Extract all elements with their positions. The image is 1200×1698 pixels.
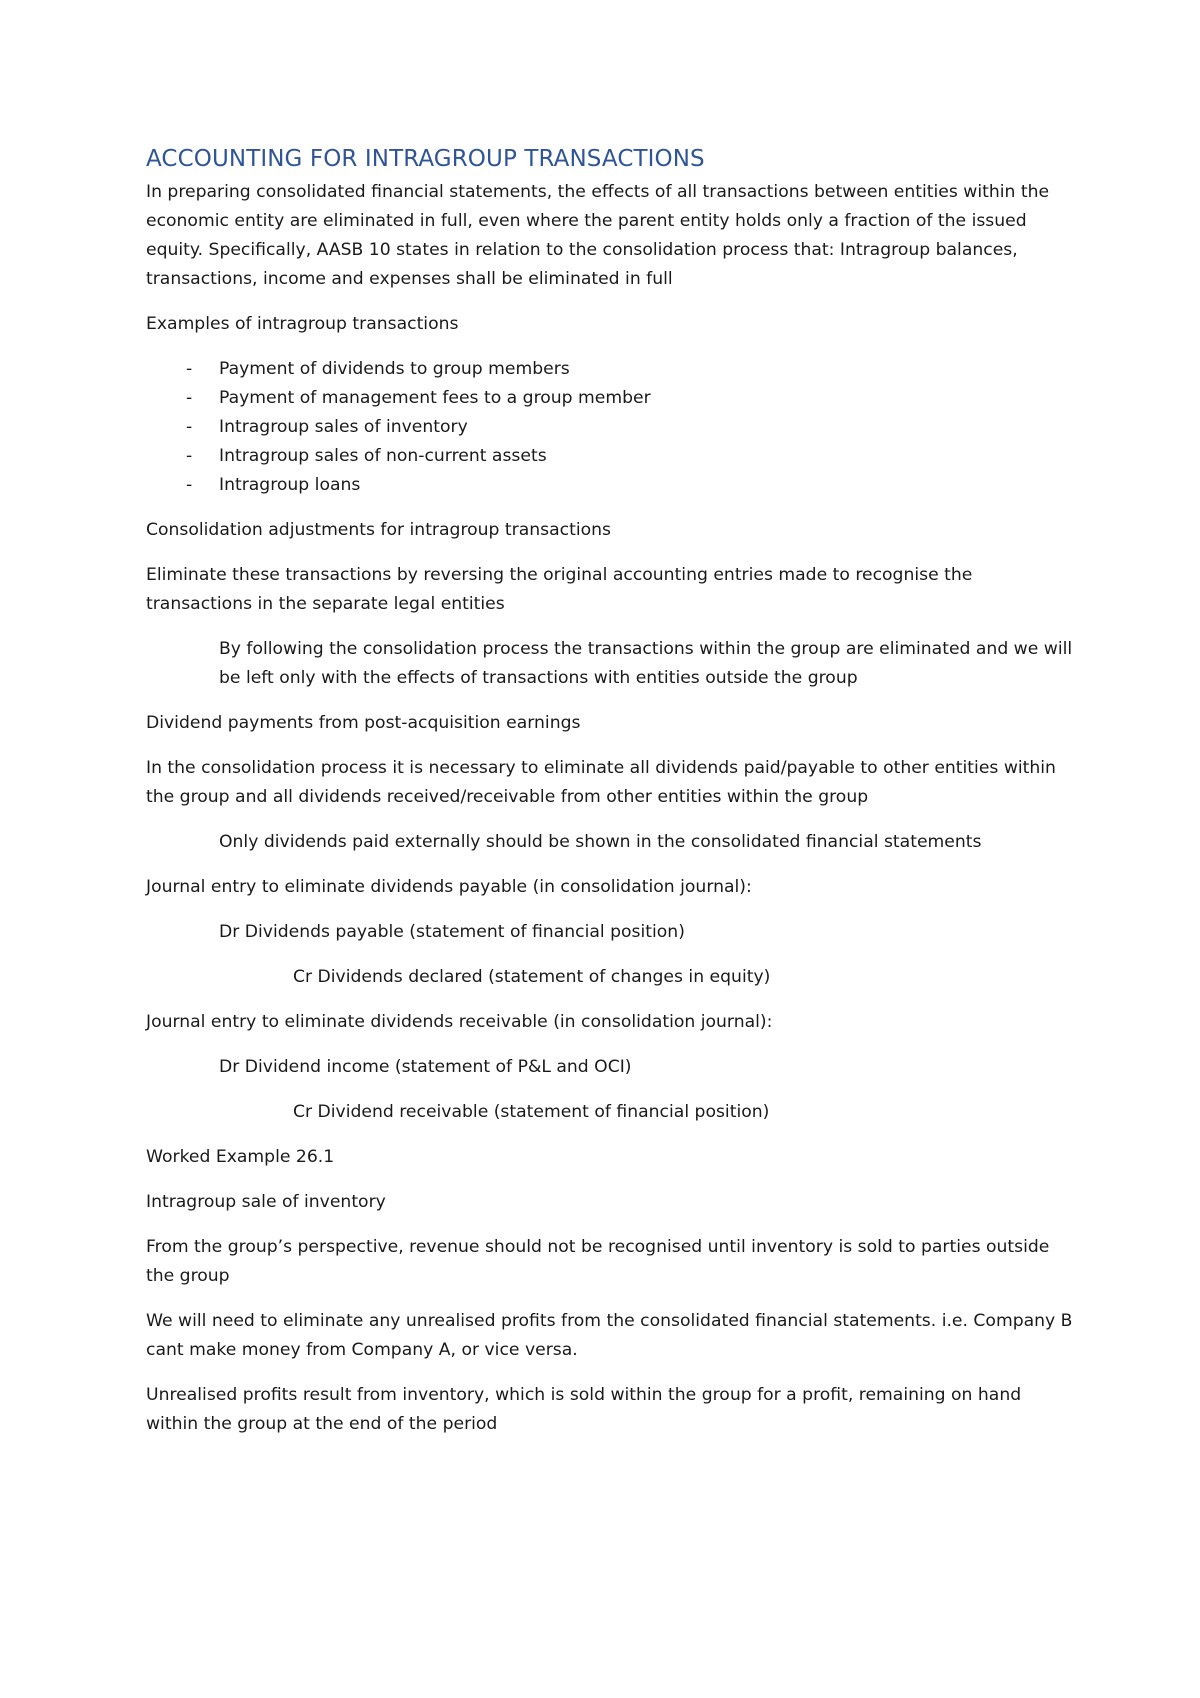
dividend-paragraph: In the consolidation process it is necessary to eliminate all dividends paid/payable to other entities within the group and all dividends received/receivable from other entities within the group — [146, 758, 1056, 807]
list-item: - Payment of management fees to a group member — [146, 384, 1076, 413]
examples-list — [146, 355, 1076, 500]
unrealised-need-paragraph: We will need to eliminate any unrealised profits from the consolidated financial statements. i.e. Company B cant make money from Company A, or vice versa. — [146, 1311, 1073, 1360]
list-item: - Payment of dividends to group members — [146, 355, 1076, 384]
journal1-heading: Journal entry to eliminate dividends payable (in consolidation journal): — [146, 877, 752, 897]
following-paragraph: By following the consolidation process the transactions within the group are eliminated and we will be left only with the effects of transactions with entities outside the group — [219, 639, 1073, 688]
inventory-heading: Intragroup sale of inventory — [146, 1192, 386, 1212]
intro-paragraph: In preparing consolidated financial statements, the effects of all transactions between entities within the economic entity are eliminated in full, even where the parent entity holds only a fraction of the issued equity. Specifically, AASB 10 states in relation to the consolidation process that: Intragroup balances, transactions, income and expenses shall be eliminated in full — [146, 182, 1050, 289]
eliminate-paragraph: Eliminate these transactions by reversing the original accounting entries made to recognise the transactions in the separate legal entities — [146, 565, 973, 614]
dash-bullet: - — [186, 475, 193, 495]
dash-bullet: - — [186, 446, 193, 466]
unrealised-result-paragraph: Unrealised profits result from inventory, which is sold within the group for a profit, remaining on hand within the group at the end of the period — [146, 1385, 1022, 1434]
journal2-debit: Dr Dividend income (statement of P&L and OCI) — [219, 1057, 632, 1077]
examples-heading: Examples of intragroup transactions — [146, 314, 459, 334]
adjustments-heading: Consolidation adjustments for intragroup transactions — [146, 520, 611, 540]
dividend-heading: Dividend payments from post-acquisition earnings — [146, 713, 581, 733]
list-item: - Intragroup sales of inventory — [146, 413, 1076, 442]
dash-bullet: - — [186, 417, 193, 437]
list-item: - Intragroup loans — [146, 471, 1076, 500]
page-title: ACCOUNTING FOR INTRAGROUP TRANSACTIONS — [146, 146, 705, 172]
document-page — [146, 146, 1076, 1455]
journal1-credit: Cr Dividends declared (statement of changes in equity) — [293, 967, 771, 987]
journal2-heading: Journal entry to eliminate dividends receivable (in consolidation journal): — [146, 1012, 773, 1032]
dash-bullet: - — [186, 359, 193, 379]
only-dividends-paragraph: Only dividends paid externally should be shown in the consolidated financial statements — [219, 832, 982, 852]
revenue-paragraph: From the group’s perspective, revenue should not be recognised until inventory is sold to parties outside the group — [146, 1237, 1050, 1286]
journal1-debit: Dr Dividends payable (statement of financial position) — [219, 922, 685, 942]
journal2-credit: Cr Dividend receivable (statement of financial position) — [293, 1102, 770, 1122]
list-item: - Intragroup sales of non-current assets — [146, 442, 1076, 471]
dash-bullet: - — [186, 388, 193, 408]
worked-example-label: Worked Example 26.1 — [146, 1147, 335, 1167]
